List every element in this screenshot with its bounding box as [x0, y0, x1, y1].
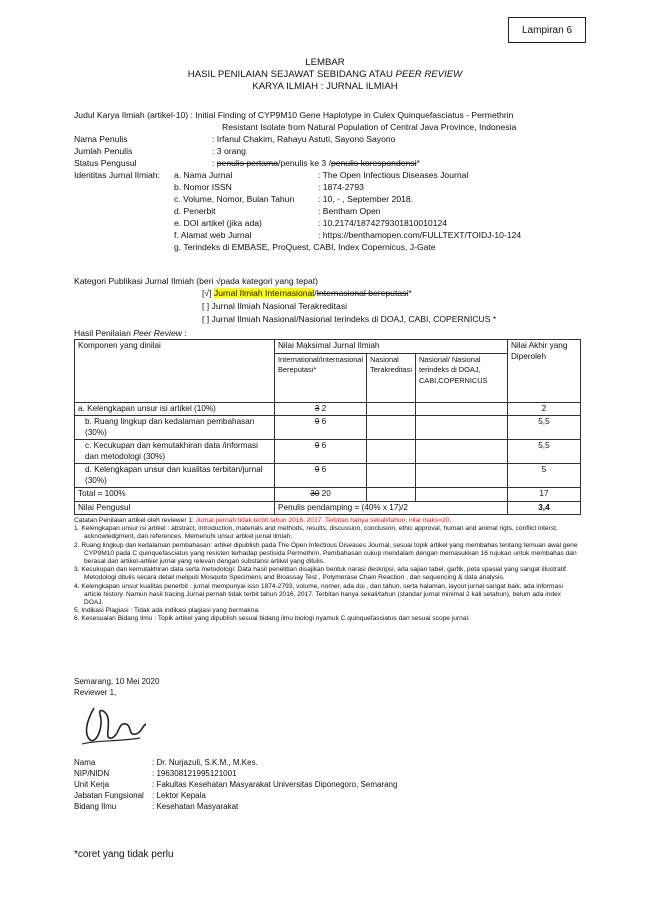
nilai-max-cell: 3 2: [275, 402, 367, 416]
judul-row: Judul Karya Ilmiah (artikel-10) : Initial Finding of CYP9M10 Gene Haplotype in Culex Quinquefasciatus - Permethrin: [74, 110, 514, 120]
reviewer-value: : Fakultas Kesehatan Masyarakat Universitas Diponegoro, Semarang: [152, 780, 398, 789]
nilai-max-cell: 9 6: [275, 416, 367, 440]
nilai-max-cell: 9 6: [275, 440, 367, 464]
jumlah-penulis-label: Jumlah Penulis: [74, 146, 133, 156]
pengusul-formula: Penulis pendamping = (40% x 17)/2: [275, 501, 508, 515]
kategori-option-1: [√] Jurnal Ilmiah Internasional/Internasional bereputasi*: [202, 288, 412, 298]
penilaian-table: [74, 339, 581, 515]
nama-penulis-label: Nama Penulis: [74, 134, 128, 144]
header-nasional: Nasional Terakreditasi: [367, 353, 416, 402]
total-akhir: 17: [507, 488, 580, 502]
total-max: 30 20: [275, 488, 367, 502]
reviewer-value: : Kesehatan Masyarakat: [152, 802, 239, 811]
doc-title-1: LEMBAR: [305, 57, 345, 68]
reviewer-key: Nama: [74, 758, 96, 767]
nilai-akhir-cell: 5: [507, 464, 580, 488]
nilai-akhir-cell: 5,5: [507, 440, 580, 464]
lampiran-label: Lampiran 6: [521, 24, 573, 36]
identitas-value: : https://benthamopen.com/FULLTEXT/TOIDJ-10-124: [318, 230, 522, 240]
status-label: Status Pengusul: [74, 158, 137, 168]
catatan-penilaian: [74, 517, 580, 624]
identitas-label: Identitas Jurnal Ilmiah:: [74, 170, 160, 180]
signature-image: [76, 700, 148, 748]
identitas-key: f. Alamat web Jurnal: [174, 230, 252, 240]
pengusul-label: Nilai Pengusul: [75, 501, 275, 515]
identitas-value: : 10.2174/1874279301810010124: [318, 218, 448, 228]
identitas-key: g. Terindeks di EMBASE, ProQuest, CABI, Index Copernicus, J-Gate: [174, 242, 436, 252]
header-nasional-terindeks: Nasional/ Nasional terindeks di DOAJ, CABI,COPERNICUS: [415, 353, 507, 402]
identitas-value: : 10, - , September 2018.: [318, 194, 414, 204]
table-row: [75, 402, 581, 416]
doc-title-2: HASIL PENILAIAN SEJAWAT SEBIDANG ATAU PEER REVIEW: [187, 69, 463, 80]
header-komponen: Komponen yang dinilai: [75, 340, 275, 403]
catatan-item: 2. Ruang lingkup dan kedalaman pembahasan: artikel dipublish pada The Open Infectious Diseases Journal, sesuai topik artikel yang membahas tentang temuan awal gene CYP9M10 pada C quinquefasciatus yang resisten terhadap pestisida Permethrin. Pembahasan cukup mendalam dengan memasukkan 16 rujukan untuk membahas dan berasal dari artikel-artikel jurnal yang relevan dengan substansi artikel yang ditulis.: [74, 541, 578, 566]
identitas-key: c. Volume, Nomor, Bulan Tahun: [174, 194, 295, 204]
identitas-value: : The Open Infectious Diseases Journal: [318, 170, 469, 180]
doc-title-3: KARYA ILMIAH : JURNAL ILMIAH: [252, 81, 398, 92]
identitas-key: a. Nama Jurnal: [174, 170, 233, 180]
catatan-item: 1. Kelengkapan unsur isi artikel : abstract, introduction, materials and methods, results, discussion, conclusion, ethic approval, human and animal rigts, conflict interst, acknowledgment, dan references. Memenuhi unsur artikel jurnal ilmiah.: [74, 525, 558, 541]
catatan-item: 3. Kecukupan dan kemutakhiran data serta metodologi: Data hasil penelitian disajikan bentuk narasi deskripsi, ada sajian tabel, garfik, peta spasial yang sangat illustratif. Metodologi ditulis secara detail meliputi Mosquito Specimens and Bioassay Test , Polymerase Chain Reaction , dan sequencing & data analysis.: [74, 566, 568, 582]
kategori-label: Kategori Publikasi Jurnal Ilmiah (beri √pada kategori yang tepat): [74, 276, 319, 286]
reviewer-value: : 196308121995121001: [152, 769, 237, 778]
table-row: [75, 464, 581, 488]
identitas-value: : Bentham Open: [318, 206, 381, 216]
nilai-max-cell: 9 6: [275, 464, 367, 488]
nilai-akhir-cell: 2: [507, 402, 580, 416]
reviewer-label: Reviewer 1,: [74, 688, 117, 697]
reviewer-key: Jabatan Fungsional: [74, 791, 144, 800]
lampiran-box: [508, 17, 586, 43]
kategori-option-3: [ ] Jurnal Ilmiah Nasional/Nasional terindeks di DOAJ, CABI, COPERNICUS *: [202, 314, 497, 324]
tempat-tanggal: Semarang, 10 Mei 2020: [74, 677, 160, 686]
header-internasional: International/Internasional Bereputasi*: [275, 353, 367, 402]
total-label: Total = 100%: [75, 488, 275, 502]
nilai-akhir-cell: 5,5: [507, 416, 580, 440]
identitas-key: d. Penerbit: [174, 206, 216, 216]
komponen-cell: c. Kecukupan dan kemutakhiran data /informasi dan metodologi (30%): [75, 440, 275, 464]
catatan-item: 4. Kelengkapan unsur kualitas penerbit : jurnal mempunyai issn 1874-2793, volume, nomer, ada doi , dan tahun, serta halaman, layout jurnal sangat baik, ada informasi article history. Namun hasil tracing Jurnal pernah tidak terbit tahun 2016, 2017. Terbitan hanya sekali/tahun (standar jurnal minimal 2 kali setahun), belum ada index DOAJ.: [74, 582, 563, 607]
nama-penulis-value: : Irfanul Chakim, Rahayu Astuti, Sayono Sayono: [212, 134, 396, 144]
reviewer-value: : Dr. Nurjazuli, S.K.M., M.Kes.: [152, 758, 258, 767]
status-value: : penulis pertama/penulis ke 3 /penulis korespondensi*: [212, 158, 420, 168]
jumlah-penulis-value: : 3 orang: [212, 146, 246, 156]
reviewer-value: : Lektor Kepala: [152, 791, 206, 800]
komponen-cell: b. Ruang lingkup dan kedalaman pembahasan (30%): [75, 416, 275, 440]
header-nilai-akhir: Nilai Akhir yang Diperoleh: [507, 340, 580, 403]
reviewer-key: Bidang Ilmu: [74, 802, 117, 811]
komponen-cell: d. Kelengkapan unsur dan kualitas terbitan/jurnal (30%): [75, 464, 275, 488]
identitas-value: : 1874-2793: [318, 182, 364, 192]
header-nilai-maksimal: Nilai Maksimal Jurnal Ilmiah: [275, 340, 508, 354]
table-row: [75, 440, 581, 464]
identitas-key: b. Nomor ISSN: [174, 182, 232, 192]
footnote: *coret yang tidak perlu: [74, 849, 174, 860]
reviewer-key: Unit Kerja: [74, 780, 110, 789]
catatan-intro: Catatan Penilaian artikel oleh reviewer 1: Jurnal pernah tidak terbit tahun 2016, 2017. Terbitan hanya sekali/tahun, nilai maks=20.: [74, 517, 452, 524]
kategori-option-2: [ ] Jurnal Ilmiah Nasional Terakreditasi: [202, 301, 348, 311]
reviewer-key: NIP/NIDN: [74, 769, 110, 778]
komponen-cell: a. Kelengkapan unsur isi artikel (10%): [75, 402, 275, 416]
catatan-item: 5. Indikasi Plagiasi : Tidak ada indikasi plagiasi yang bermakna.: [74, 607, 260, 615]
table-row: [75, 416, 581, 440]
catatan-item: 6. Kesesuaian Bidang Ilmu : Topik artikel yang dipublish sesuai bidang ilmu biologi nyamuk C quinquefasciatus dan sesuai scope jurnal.: [74, 615, 470, 623]
hasil-label: Hasil Penilaian Peer Review :: [74, 328, 187, 338]
pengusul-value: 3,4: [507, 501, 580, 515]
judul-row-2: Resistant Isolate from Natural Population of Central Java Province, Indonesia: [222, 122, 517, 132]
identitas-key: e. DOI artikel (jika ada): [174, 218, 262, 228]
